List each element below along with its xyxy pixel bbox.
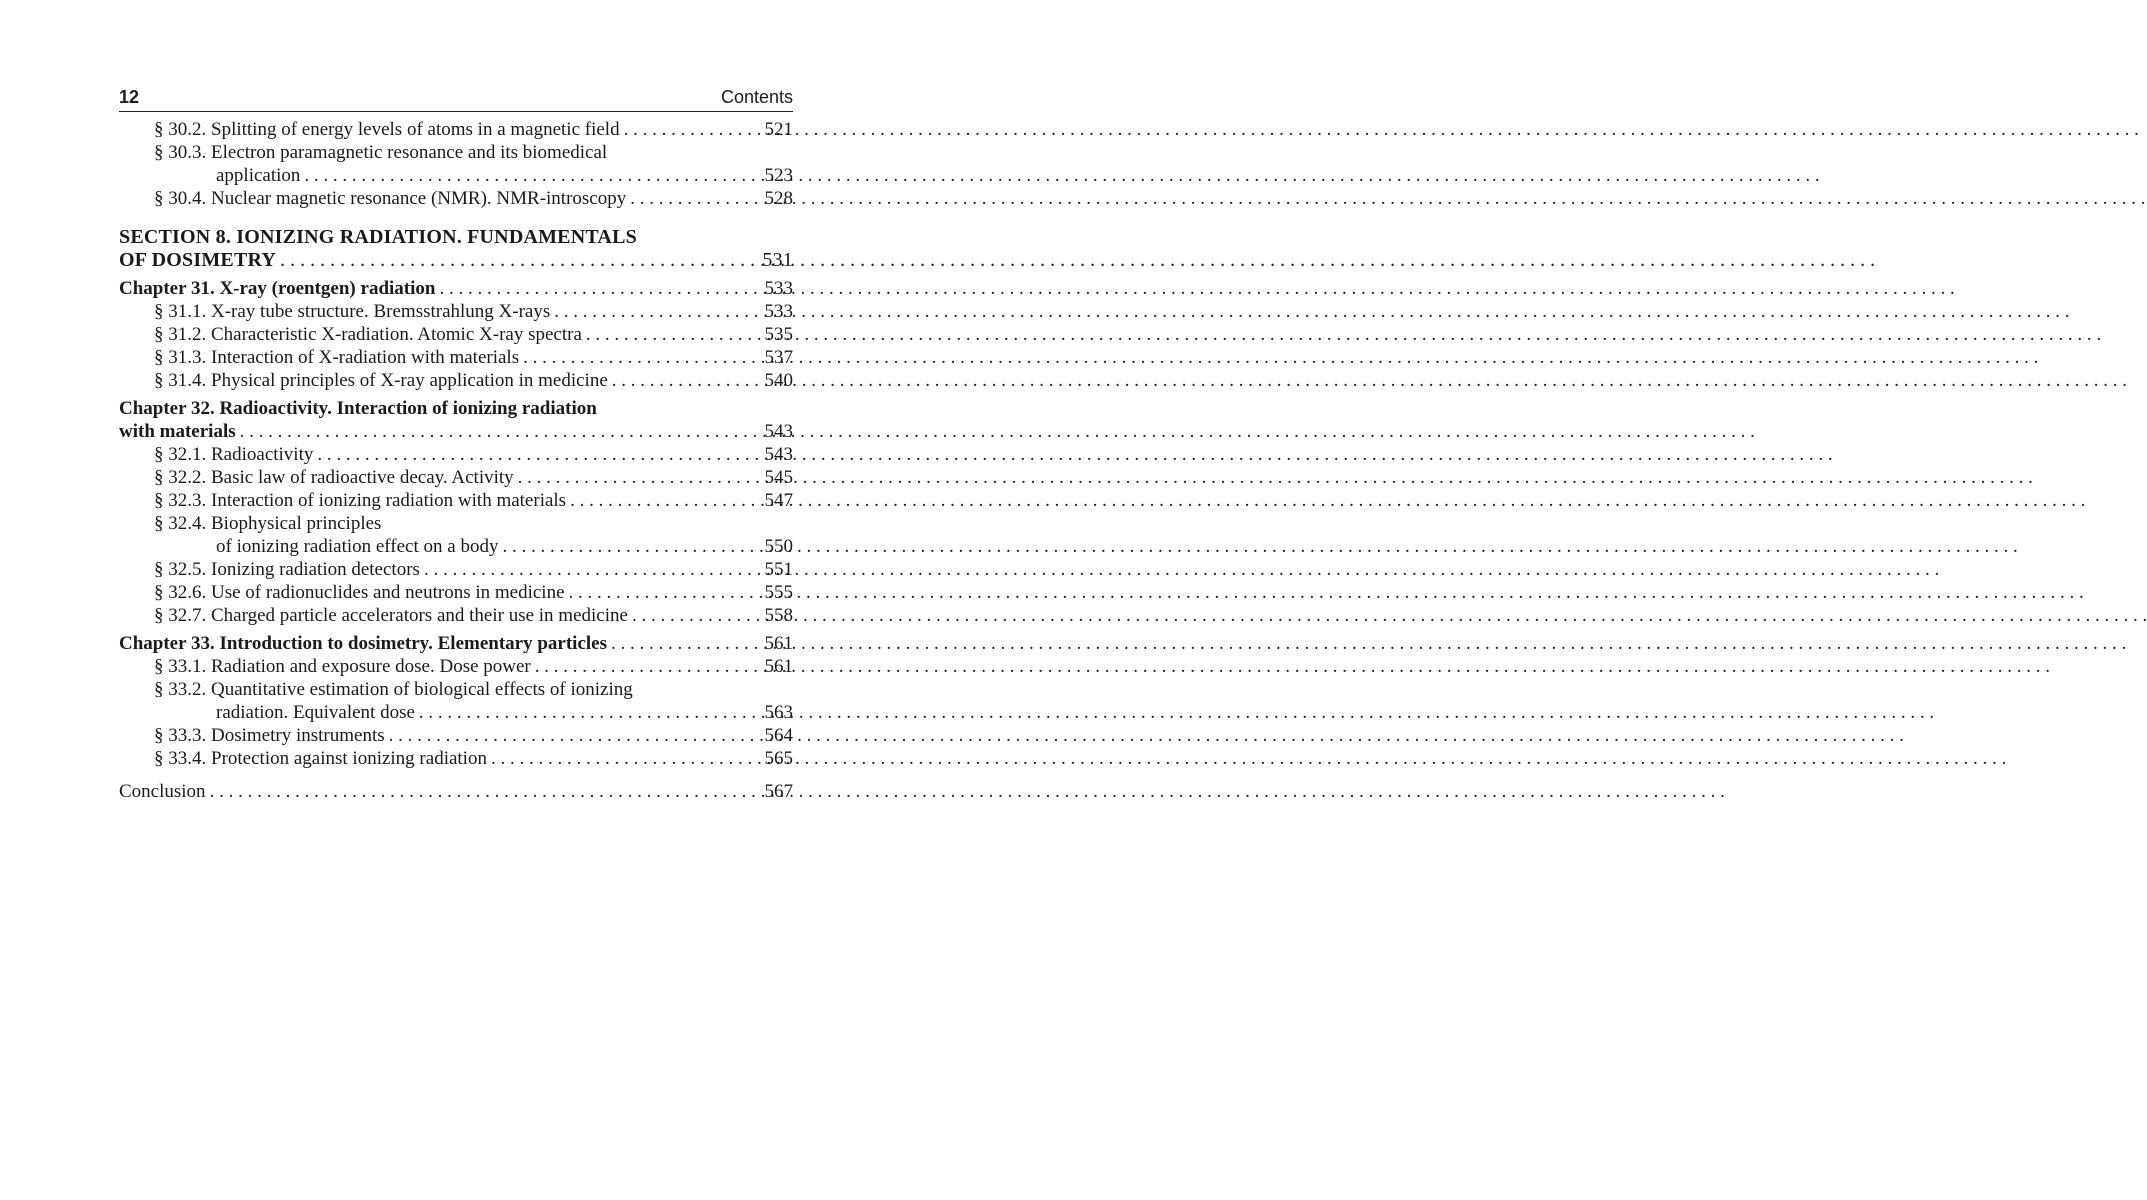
leader-dots — [206, 780, 759, 803]
toc-entry-label: § 32.3. Interaction of ionizing radiation with materials — [154, 490, 567, 511]
toc-entry-31-1[interactable] — [119, 300, 793, 323]
toc-entry-page: 523 — [764, 165, 793, 186]
toc-entry-label: Conclusion — [119, 781, 206, 802]
toc-entry-label: § 31.2. Characteristic X-radiation. Atomic X-ray spectra — [154, 324, 582, 345]
toc-entry-page: 543 — [764, 444, 793, 465]
toc-entry-label: § 31.4. Physical principles of X-ray application in medicine — [154, 370, 608, 391]
toc-entry-32-5[interactable] — [119, 558, 793, 581]
toc-entry-label: § 33.2. Quantitative estimation of biological effects of ionizing — [154, 679, 633, 700]
chapter-title: with materials — [119, 421, 236, 442]
toc-entry-page: 551 — [764, 559, 793, 580]
toc-entry-label: radiation. Equivalent dose — [216, 702, 415, 723]
toc-entry-label: § 33.3. Dosimetry instruments — [154, 725, 385, 746]
toc-entry-33-1[interactable] — [119, 655, 793, 678]
toc-entry-label: of ionizing radiation effect on a body — [216, 536, 499, 557]
toc-entry-page: 521 — [764, 119, 793, 140]
leader-dots — [519, 346, 758, 369]
toc-entry-page: 533 — [764, 301, 793, 322]
toc-chapter-33[interactable] — [119, 632, 793, 655]
toc-entry-33-2-line2[interactable] — [119, 701, 793, 724]
chapter-title: Chapter 31. X-ray (roentgen) radiation — [119, 278, 436, 299]
toc-entry-33-4[interactable] — [119, 747, 793, 770]
leader-dots — [415, 701, 759, 724]
toc-entry-30-2[interactable] — [119, 118, 793, 141]
page — [119, 86, 793, 803]
toc-entry-label: § 33.1. Radiation and exposure dose. Dose power — [154, 656, 531, 677]
toc-entry-32-4-line1[interactable] — [119, 512, 793, 535]
toc-entry-label: § 32.4. Biophysical principles — [154, 513, 382, 534]
toc-entry-30-4[interactable] — [119, 187, 793, 210]
leader-dots — [498, 535, 758, 558]
leader-dots — [435, 277, 758, 300]
toc-chapter-32-line2[interactable] — [119, 420, 793, 443]
toc-entry-label: § 33.4. Protection against ionizing radiation — [154, 748, 487, 769]
toc-entry-label: § 32.7. Charged particle accelerators and their use in medicine — [154, 605, 628, 626]
chapter-title: Chapter 32. Radioactivity. Interaction of ionizing radiation — [119, 398, 597, 419]
running-head — [119, 86, 793, 112]
toc-entry-page: 558 — [764, 605, 793, 626]
toc-entry-label: § 32.2. Basic law of radioactive decay. Activity — [154, 467, 514, 488]
toc-entry-31-4[interactable] — [119, 369, 793, 392]
leader-dots — [565, 581, 759, 604]
running-title: Contents — [720, 87, 793, 107]
chapter-title: Chapter 33. Introduction to dosimetry. Elementary particles — [119, 633, 607, 654]
toc-entry-label: § 30.2. Splitting of energy levels of atoms in a magnetic field — [154, 119, 620, 140]
leader-dots — [313, 443, 758, 466]
toc-entry-32-7[interactable] — [119, 604, 793, 627]
toc-entry-32-2[interactable] — [119, 466, 793, 489]
section-title: OF DOSIMETRY — [119, 249, 277, 271]
toc-entry-33-2-line1[interactable] — [119, 678, 793, 701]
toc-chapter-32-line1[interactable] — [119, 397, 793, 420]
leader-dots — [487, 747, 759, 770]
toc-entry-page: 531 — [762, 249, 793, 271]
leader-dots — [385, 724, 759, 747]
toc-entry-label: § 31.1. X-ray tube structure. Bremsstrahlung X-rays — [154, 301, 551, 322]
toc-entry-page: 533 — [764, 278, 793, 299]
toc-section-8-line1[interactable] — [119, 226, 793, 249]
toc-entry-page: 547 — [764, 490, 793, 511]
leader-dots — [420, 558, 759, 581]
leader-dots — [608, 369, 759, 392]
toc-entry-label: § 30.3. Electron paramagnetic resonance and its biomedical — [154, 142, 608, 163]
leader-dots — [582, 323, 759, 346]
toc-entry-page: 550 — [764, 536, 793, 557]
leader-dots — [566, 489, 758, 512]
toc-entry-label: § 32.6. Use of radionuclides and neutrons in medicine — [154, 582, 565, 603]
toc-entry-32-6[interactable] — [119, 581, 793, 604]
toc-entry-label: § 32.1. Radioactivity — [154, 444, 314, 465]
toc-conclusion[interactable] — [119, 780, 793, 803]
toc-entry-page: 528 — [764, 188, 793, 209]
toc-entry-page: 561 — [764, 656, 793, 677]
toc-entry-page: 567 — [764, 781, 793, 802]
toc-entry-label: § 32.5. Ionizing radiation detectors — [154, 559, 420, 580]
toc-entry-page: 564 — [764, 725, 793, 746]
toc-entry-33-3[interactable] — [119, 724, 793, 747]
toc-entry-32-3[interactable] — [119, 489, 793, 512]
table-of-contents — [119, 118, 793, 803]
toc-entry-31-2[interactable] — [119, 323, 793, 346]
leader-dots — [531, 655, 759, 678]
toc-entry-30-3-line2[interactable] — [119, 164, 793, 187]
toc-entry-page: 540 — [764, 370, 793, 391]
toc-entry-32-4-line2[interactable] — [119, 535, 793, 558]
toc-entry-label: § 31.3. Interaction of X-radiation with materials — [154, 347, 520, 368]
toc-entry-page: 561 — [764, 633, 793, 654]
toc-entry-page: 563 — [764, 702, 793, 723]
toc-entry-32-1[interactable] — [119, 443, 793, 466]
toc-entry-page: 555 — [764, 582, 793, 603]
leader-dots — [300, 164, 758, 187]
leader-dots — [607, 632, 759, 655]
toc-entry-page: 537 — [764, 347, 793, 368]
toc-entry-page: 543 — [764, 421, 793, 442]
leader-dots — [620, 118, 759, 141]
leader-dots — [276, 249, 756, 272]
toc-entry-label: application — [216, 165, 301, 186]
leader-dots — [236, 420, 759, 443]
toc-entry-page: 565 — [764, 748, 793, 769]
toc-entry-page: 545 — [764, 467, 793, 488]
leader-dots — [514, 466, 759, 489]
toc-entry-label: § 30.4. Nuclear magnetic resonance (NMR). NMR-introscopy — [154, 188, 627, 209]
page-number: 12 — [119, 87, 140, 107]
toc-chapter-31[interactable] — [119, 277, 793, 300]
toc-section-8-line2[interactable] — [119, 249, 793, 272]
leader-dots — [550, 300, 758, 323]
toc-entry-page: 535 — [764, 324, 793, 345]
leader-dots — [628, 604, 759, 627]
toc-entry-31-3[interactable] — [119, 346, 793, 369]
toc-entry-30-3-line1[interactable] — [119, 141, 793, 164]
leader-dots — [626, 187, 758, 210]
section-title: SECTION 8. IONIZING RADIATION. FUNDAMENTALS — [119, 226, 637, 248]
